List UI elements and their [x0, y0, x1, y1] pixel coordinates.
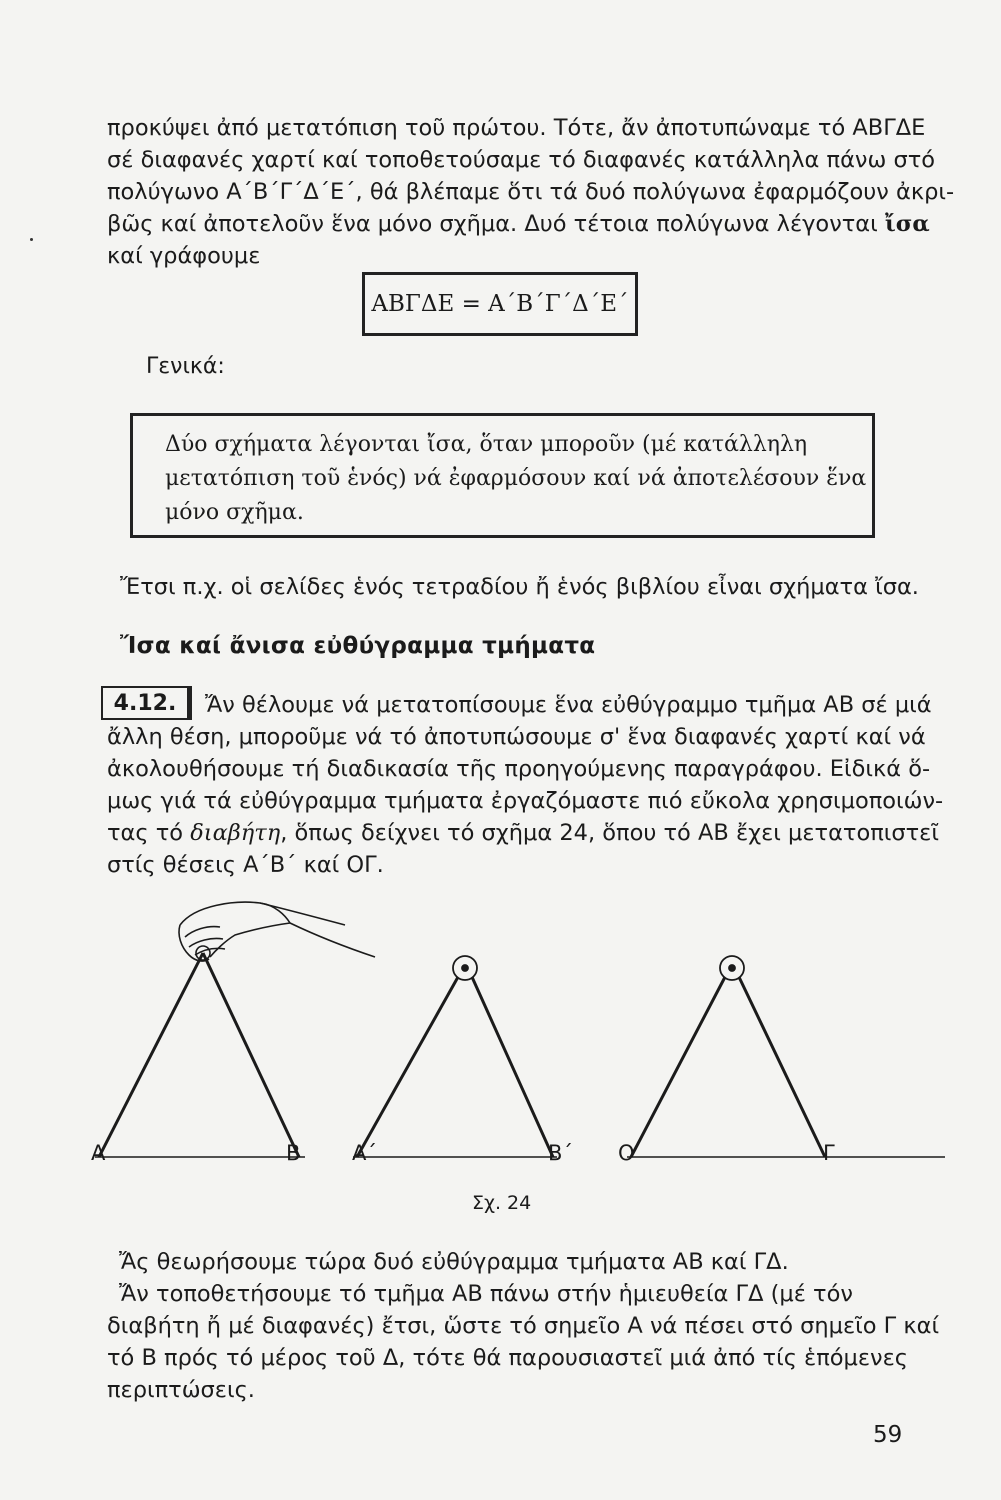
- text-line: ἄλλη θέση, μποροῦμε νά τό ἀποτυπώσουμε σ' ἕνα διαφανές χαρτί καί νά: [107, 724, 926, 750]
- compass-paragraph: [107, 689, 944, 881]
- definition-line: Δύο σχήματα λέγονται ἴσα, ὅταν μποροῦν (μέ κατάλληλη: [165, 432, 808, 457]
- intro-paragraph: [107, 112, 955, 272]
- text-line: στίς θέσεις Α΄Β΄ καί ΟΓ.: [107, 852, 384, 878]
- compass-with-hand-icon: [95, 902, 375, 1157]
- point-label-G: Γ: [823, 1141, 835, 1165]
- equation-box: [362, 272, 638, 336]
- figure-caption: Σχ. 24: [472, 1192, 532, 1214]
- example-text: [120, 571, 919, 603]
- text-segment: βῶς καί ἀποτελοῦν ἕνα μόνο σχῆμα. Δυό τέτοια πολύγωνα λέγονται: [107, 211, 878, 237]
- text-line: πολύγωνο Α΄Β΄Γ΄Δ΄Ε΄, θά βλέπαμε ὅτι τά δυό πολύγωνα ἐφαρμόζουν ἀκρι-: [107, 179, 955, 205]
- genika-label: Γενικά:: [146, 354, 225, 379]
- segments-paragraph: [107, 1246, 940, 1406]
- page-number: 59: [873, 1422, 903, 1448]
- definition-line: μόνο σχῆμα.: [165, 500, 304, 525]
- definition-line: μετατόπιση τοῦ ἑνός) νά ἐφαρμόσουν καί νά ἀποτελέσουν ἕνα: [165, 466, 867, 491]
- text-line: [107, 817, 939, 849]
- text-line: σέ διαφανές χαρτί καί τοποθετούσαμε τό διαφανές κατάλληλα πάνω στό: [107, 147, 936, 173]
- point-label-A: Α: [91, 1141, 106, 1165]
- text-line: προκύψει ἀπό μετατόπιση τοῦ πρώτου. Τότε, ἄν ἀποτυπώναμε τό ΑΒΓΔΕ: [107, 115, 926, 141]
- scan-speck: [30, 238, 33, 241]
- text-line: καί γράφουμε: [107, 243, 261, 269]
- text-line: μως γιά τά εὐθύγραμμα τμήματα ἐργαζόμαστε πιό εὔκολα χρησιμοποιών-: [107, 788, 944, 814]
- text-line: Ἄν θέλουμε νά μετατοπίσουμε ἕνα εὐθύγραμμο τμῆμα ΑΒ σέ μιά: [205, 692, 932, 718]
- text-line: τό Β πρός τό μέρος τοῦ Δ, τότε θά παρουσιαστεῖ μιά ἀπό τίς ἑπόμενες: [107, 1345, 908, 1371]
- text-line: Ἄς θεωρήσουμε τώρα δυό εὐθύγραμμα τμήματα ΑΒ καί ΓΔ.: [119, 1249, 789, 1275]
- section-heading: Ἴσα καί ἄνισα εὐθύγραμμα τμήματα: [120, 633, 596, 659]
- section-number: 4.12.: [113, 690, 177, 716]
- compass-icon: [627, 956, 945, 1157]
- definition-box: [130, 413, 875, 538]
- term-diaviti: διαβήτη: [190, 820, 281, 846]
- text-line: περιπτώσεις.: [107, 1377, 255, 1403]
- text-line: Ἄν τοποθετήσουμε τό τμῆμα ΑΒ πάνω στήν ἡμιευθεία ΓΔ (μέ τόν: [119, 1281, 853, 1307]
- text-segment: τας τό: [107, 820, 184, 846]
- point-label-B: Β: [286, 1141, 301, 1165]
- figure-24: [85, 895, 955, 1189]
- text-line: ἀκολουθήσουμε τή διαδικασία τῆς προηγούμενης παραγράφου. Εἰδικά ὅ-: [107, 756, 931, 782]
- point-label-O: Ο: [618, 1141, 635, 1165]
- point-label-B-prime: Β΄: [548, 1141, 573, 1165]
- text-line: [107, 208, 930, 240]
- text-segment: , ὅπως δείχνει τό σχῆμα 24, ὅπου τό ΑΒ ἔχει μετατοπιστεῖ: [280, 820, 939, 846]
- term-isa: ἴσα: [884, 211, 930, 237]
- text-line: διαβήτη ἤ μέ διαφανές) ἔτσι, ὥστε τό σημεῖο Α νά πέσει στό σημεῖο Γ καί: [107, 1313, 940, 1339]
- point-label-A-prime: Α΄: [352, 1141, 377, 1165]
- compass-icon: [353, 956, 557, 1157]
- text-line: Ἔτσι π.χ. οἱ σελίδες ἑνός τετραδίου ἤ ἑνός βιβλίου εἶναι σχήματα ἴσα.: [120, 574, 919, 600]
- equation-text: ΑΒΓΔΕ = Α΄Β΄Γ΄Δ΄Ε΄: [371, 291, 629, 317]
